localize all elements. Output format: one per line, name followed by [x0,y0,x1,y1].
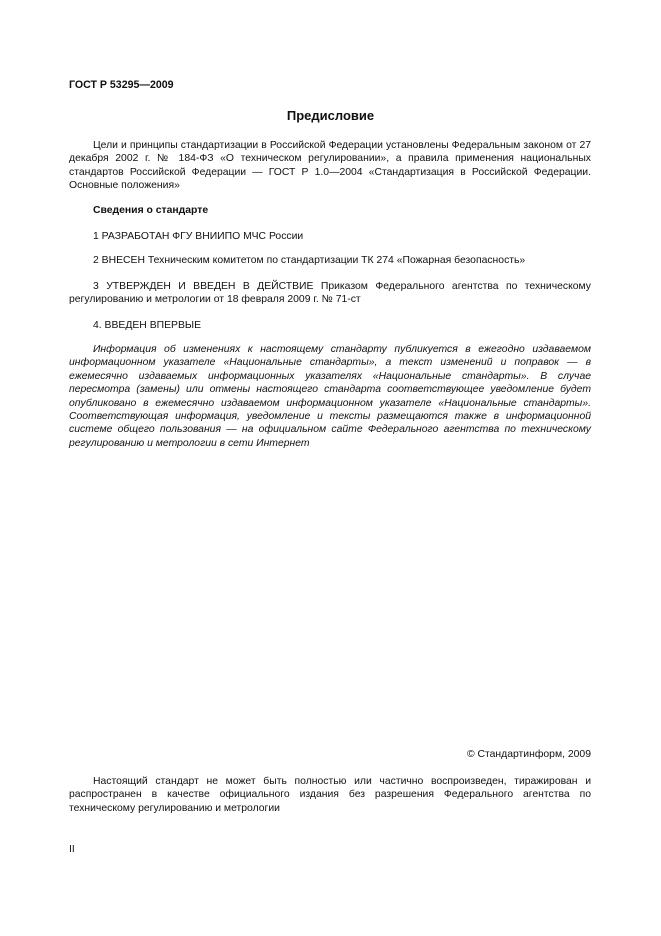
item-introduced: 2 ВНЕСЕН Техническим комитетом по стандартизации ТК 274 «Пожарная безопасность» [93,255,526,266]
about-heading: Сведения о стандарте [93,205,209,216]
about-heading-block [69,204,591,217]
changes-notice: Информация об изменениях к настоящему стандарту публикуется в ежегодно издаваемом информационном указателе «Национальные стандарты», а текст изменений и поправок — в ежемесячно издаваемых информационных указателях «Национальные стандарты». В случае пересмотра (замены) или отмены настоящего стандарта соответствующее уведомление будет опубликовано в ежемесячно издаваемом информационном указателе «Национальные стандарты». Соответствующая информация, уведомление и тексты размещаются также в информационной системе общего пользования — на официальном сайте Федерального агентства по техническому регулированию и метрологии в сети Интернет [69,344,591,449]
intro-paragraph: Цели и принципы стандартизации в Российской Федерации установлены Федеральным законом от 27 декабря 2002 г. № 184-ФЗ «О техническом регулировании», а правила применения национальных стандартов Российской Федерации — ГОСТ Р 1.0—2004 «Стандартизация в Российской Федерации. Основные положения» [69,140,591,192]
rights-notice: Настоящий стандарт не может быть полностью или частично воспроизведен, тиражирован и распространен в качестве официального издания без разрешения Федерального агентства по техническому регулированию и метрологии [69,776,591,814]
page-number: II [69,844,75,855]
rights-block [69,775,591,815]
item-4-block [69,319,591,332]
standard-id-header: ГОСТ Р 53295—2009 [69,79,174,91]
item-1-block [69,230,591,243]
page-title: Предисловие [286,108,375,123]
intro-paragraph-block [69,139,591,193]
item-3-block [69,280,591,307]
copyright-line: © Стандартинформ, 2009 [466,749,591,760]
item-2-block [69,254,591,267]
item-approved: 3 УТВЕРЖДЕН И ВВЕДЕН В ДЕЙСТВИЕ Приказом Федерального агентства по техническому регулированию и метрологии от 18 февраля 2009 г. № 71-ст [69,281,591,306]
item-developed: 1 РАЗРАБОТАН ФГУ ВНИИПО МЧС России [93,231,304,242]
item-first-time: 4. ВВЕДЕН ВПЕРВЫЕ [93,320,202,331]
notice-block [69,343,591,450]
